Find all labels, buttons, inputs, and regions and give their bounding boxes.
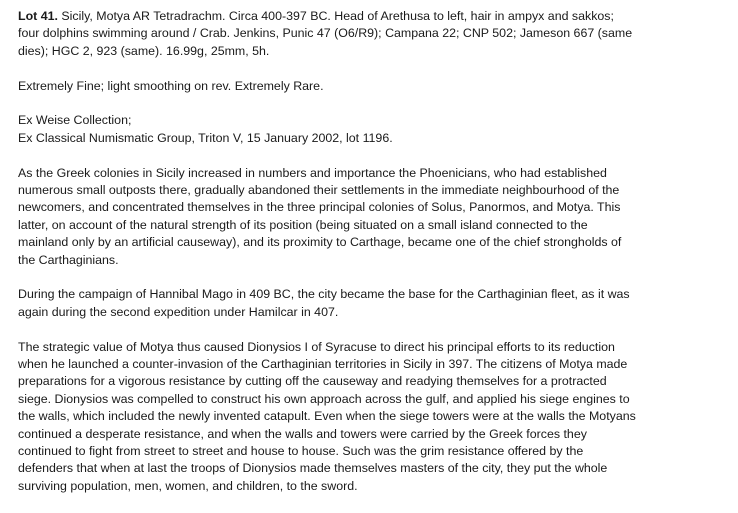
provenance-line-2: Ex Classical Numismatic Group, Triton V, 15 January 2002, lot 1196. [18,130,393,145]
history1-line-3: newcomers, and concentrated themselves in the three principal colonies of Solus, Panormos, and Motya. This [18,200,621,215]
history-paragraph-2 [18,286,736,321]
provenance-paragraph [18,112,736,147]
lot-header-line-1 [18,8,736,25]
history3-line-8: defenders that when at last the troops of Dionysios made themselves masters of the city, they put the whole [18,461,608,476]
lot-header-text: Sicily, Motya AR Tetradrachm. Circa 400-397 BC. Head of Arethusa to left, hair in ampyx and sakkos; [57,9,614,23]
history3-line-9: surviving population, men, women, and children, to the sword. [18,478,358,493]
history3-line-4: siege. Dionysios was compelled to construct his own approach across the gulf, and applied his siege engines to [18,391,630,406]
lot-number-label: Lot 41. [18,9,58,23]
history1-line-2: numerous small outposts there, gradually abandoned their settlements in the immediate neighbourhood of the [18,183,620,198]
lot-header-line-2: four dolphins swimming around / Crab. Jenkins, Punic 47 (O6/R9); Campana 22; CNP 502; Jameson 667 (same [18,26,633,41]
history1-line-6: the Carthaginians. [18,252,119,267]
history3-line-6: continued a desperate resistance, and when the walls and towers were carried by the Greek forces they [18,426,587,441]
history3-line-3: preparations for a vigorous resistance by cutting off the causeway and readying themselves for a protracted [18,374,607,389]
history3-line-1: The strategic value of Motya thus caused Dionysios I of Syracuse to direct his principal efforts to its reduction [18,339,615,354]
grade-line-1: Extremely Fine; light smoothing on rev. Extremely Rare. [18,78,324,93]
lot-header-paragraph [18,8,736,60]
history1-line-5: mainland only by an artificial causeway), and its proximity to Carthage, became one of the chief strongholds of [18,235,622,250]
provenance-line-1: Ex Weise Collection; [18,113,132,128]
history2-line-2: again during the second expedition under Hamilcar in 407. [18,304,339,319]
history-paragraph-1 [18,165,736,269]
history3-line-7: continued to fight from street to street and house to house. Such was the grim resistance offered by the [18,444,584,459]
history-paragraph-3 [18,339,736,496]
lot-description-document [18,8,736,513]
history2-line-1: During the campaign of Hannibal Mago in 409 BC, the city became the base for the Carthaginian fleet, as it was [18,287,630,302]
lot-header-line-3: dies); HGC 2, 923 (same). 16.99g, 25mm, 5h. [18,43,270,58]
grade-paragraph [18,78,736,95]
history3-line-5: the walls, which included the newly invented catapult. Even when the siege towers were at the walls the Motyans [18,409,636,424]
history1-line-4: latter, on account of the natural strength of its position (being situated on a small island connected to the [18,217,588,232]
history1-line-1: As the Greek colonies in Sicily increased in numbers and importance the Phoenicians, who had established [18,165,607,180]
history3-line-2: when he launched a counter-invasion of the Carthaginian territories in Sicily in 397. The citizens of Motya made [18,357,628,372]
